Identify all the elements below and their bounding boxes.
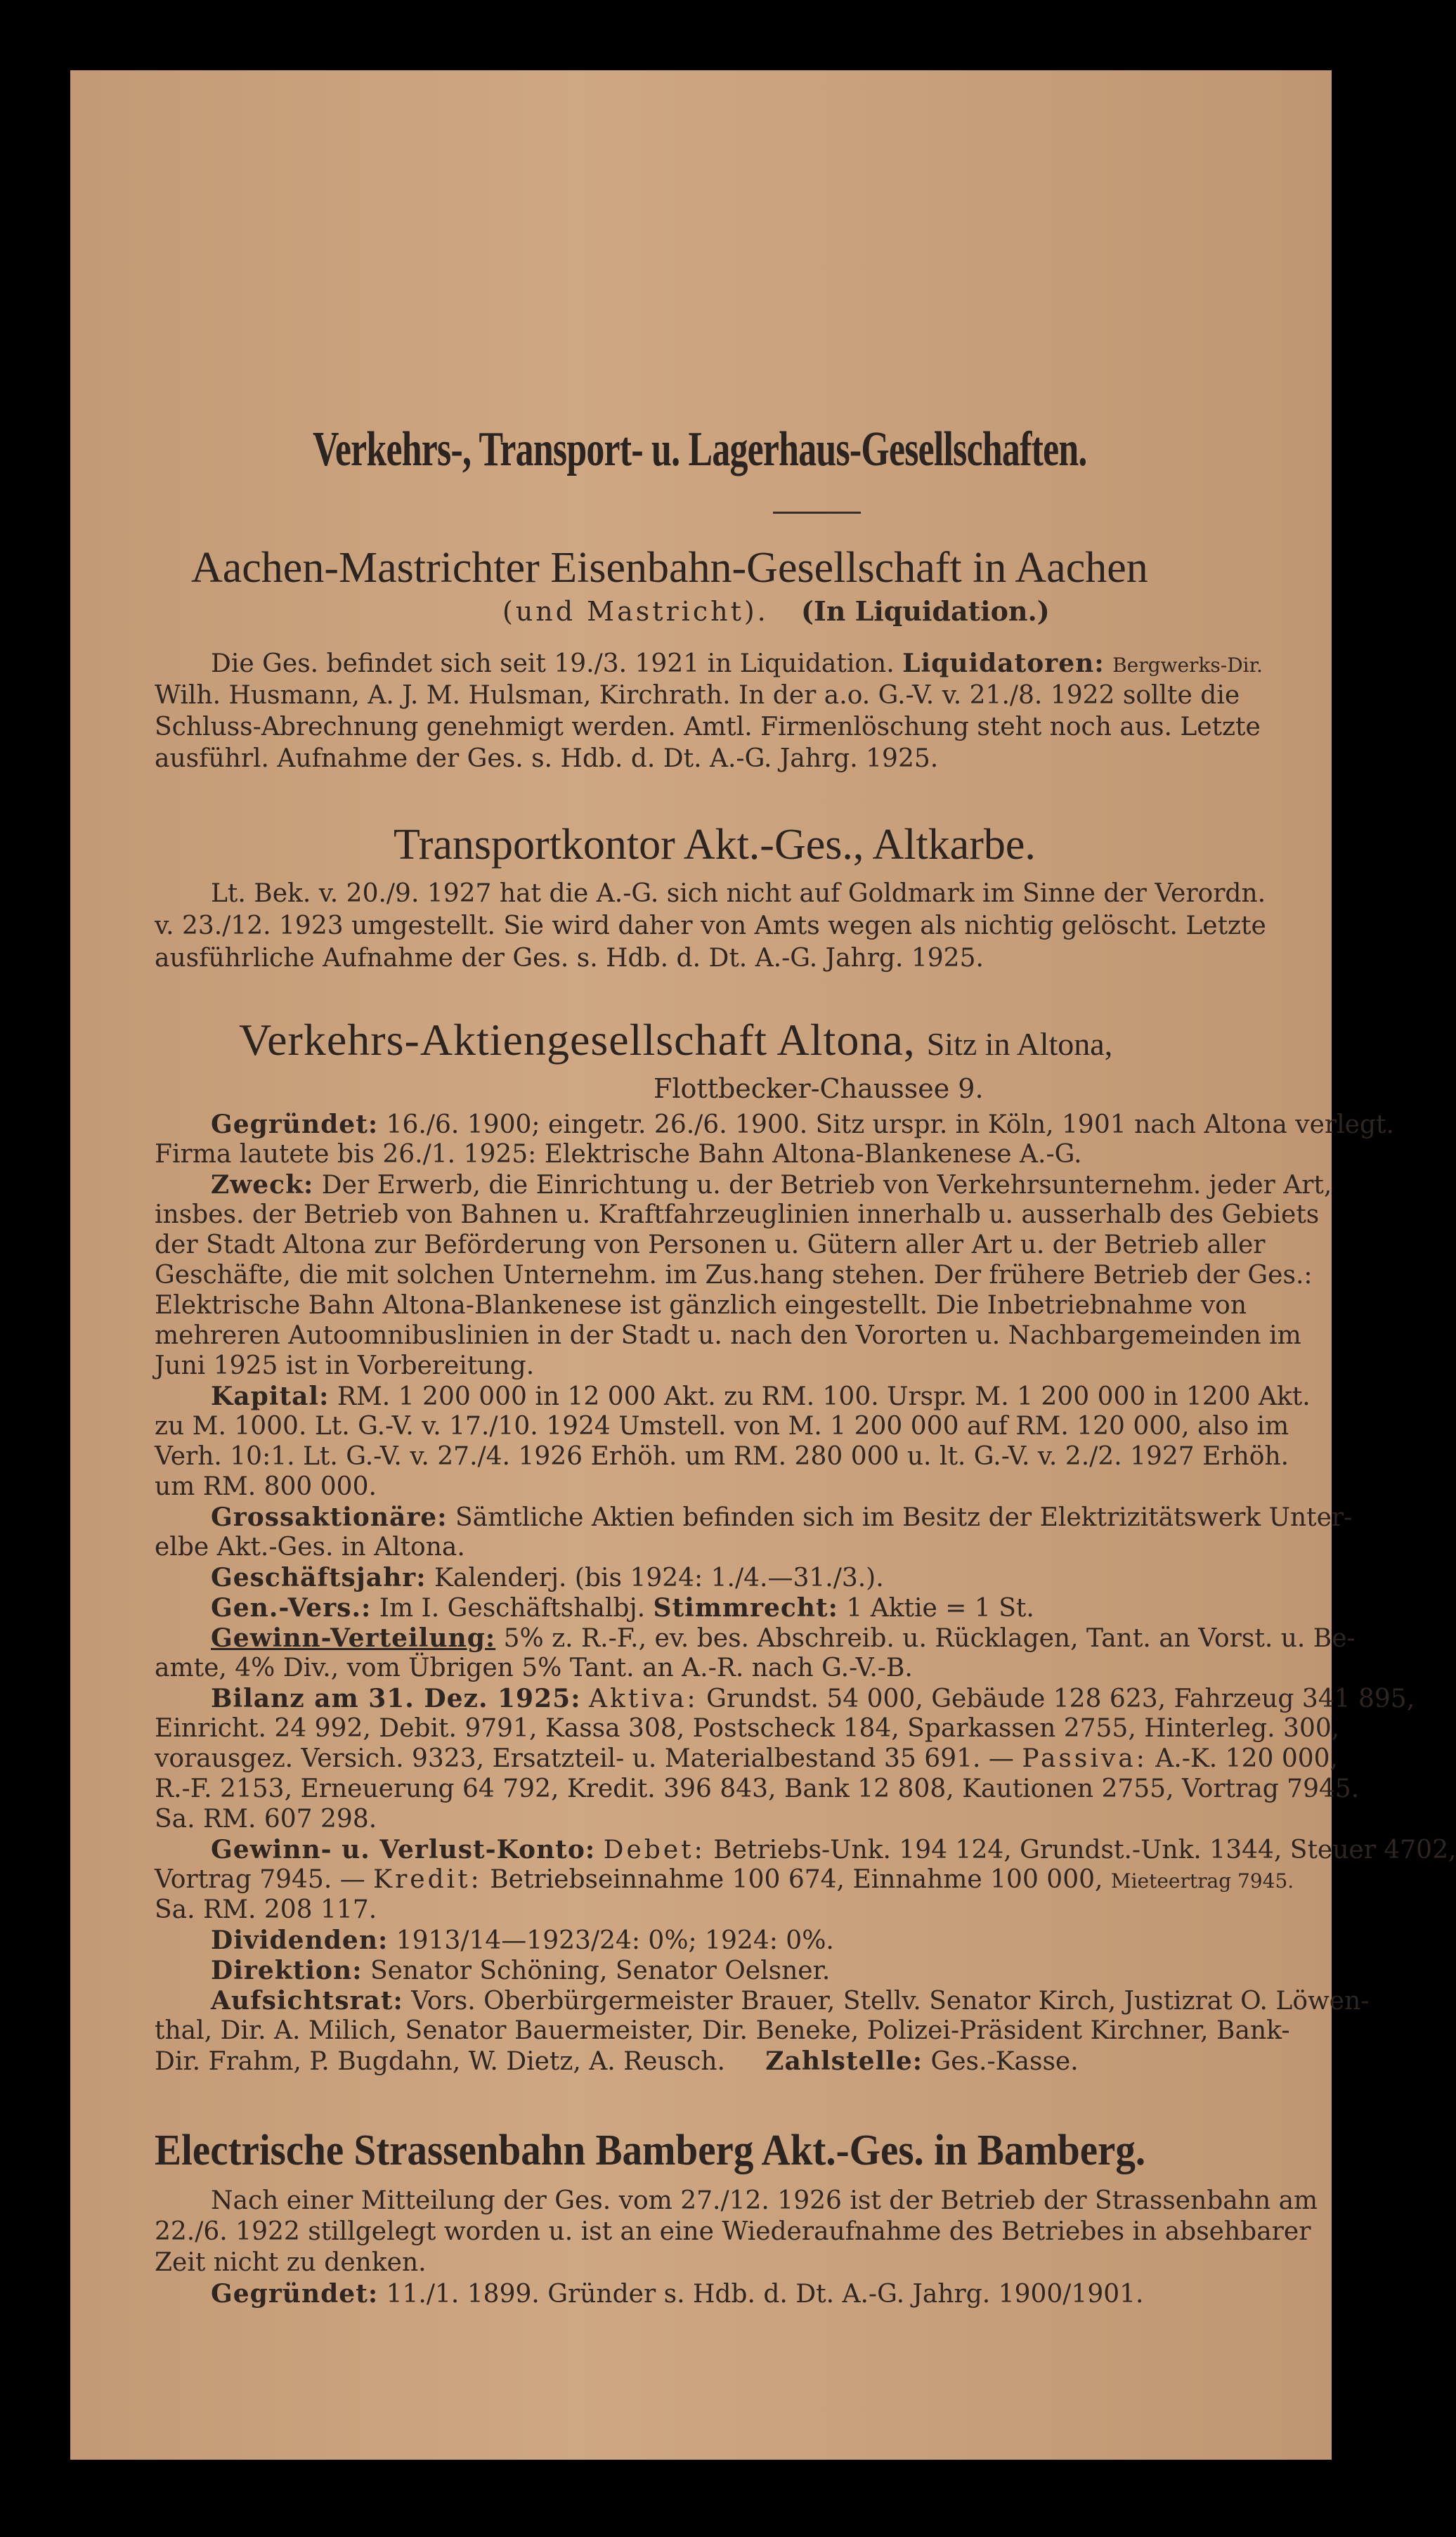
- company-seat: Sitz in Altona,: [926, 1026, 1113, 1062]
- text-line: ausführliche Aufnahme der Ges. s. Hdb. d. Dt. A.-G. Jahrg. 1925.: [155, 944, 984, 973]
- liquidation-text: (In Liquidation.): [801, 595, 1050, 627]
- label: Gewinn- u. Verlust-Konto:: [211, 1835, 596, 1864]
- label: Geschäftsjahr:: [211, 1563, 427, 1592]
- text-line: [155, 1744, 1338, 1774]
- label: Dividenden:: [211, 1926, 389, 1955]
- text-line: zu M. 1000. Lt. G.-V. v. 17./10. 1924 Umstell. von M. 1 200 000 auf RM. 120 000, also im: [155, 1412, 1289, 1441]
- company-name: Verkehrs-Aktiengesellschaft Altona,: [239, 1015, 916, 1065]
- label: Grossaktionäre:: [211, 1503, 448, 1532]
- text-span: 1913/14—1923/24: 0%; 1924: 0%.: [396, 1926, 834, 1955]
- text-span: Grundst. 54 000, Gebäude 128 623, Fahrzeug 341 895,: [706, 1685, 1415, 1713]
- text-line: Schluss-Abrechnung genehmigt werden. Amtl. Firmenlöschung steht noch aus. Letzte: [155, 713, 1261, 741]
- text-line: Verh. 10:1. Lt. G.-V. v. 27./4. 1926 Erhöh. um RM. 280 000 u. lt. G.-V. v. 2./2. 1927 Erhöh.: [155, 1442, 1289, 1471]
- text-line: Firma lautete bis 26./1. 1925: Elektrische Bahn Altona-Blankenese A.-G.: [155, 1140, 1082, 1169]
- liquidation-note: [801, 595, 1050, 628]
- text-span: Betriebseinnahme 100 674, Einnahme 100 000,: [490, 1865, 1103, 1894]
- text-line: mehreren Autoomnibuslinien in der Stadt u. nach den Vororten u. Nachbargemeinden im: [155, 1321, 1301, 1350]
- text-line: amte, 4% Div., vom Übrigen 5% Tant. an A.-R. nach G.-V.-B.: [155, 1654, 913, 1682]
- text-span: 16./6. 1900; eingetr. 26./6. 1900. Sitz urspr. in Köln, 1901 nach Altona verlegt.: [386, 1110, 1394, 1139]
- text-span: RM. 1 200 000 in 12 000 Akt. zu RM. 100. Urspr. M. 1 200 000 in 1200 Akt.: [337, 1382, 1311, 1411]
- text-line: um RM. 800 000.: [155, 1472, 377, 1501]
- label: Aktiva:: [588, 1685, 698, 1713]
- capital-line: [211, 1381, 1332, 1413]
- text-span: Betriebs-Unk. 194 124, Grundst.-Unk. 1344, Steuer 4702,: [713, 1836, 1456, 1864]
- text-span: Ges.-Kasse.: [930, 2047, 1079, 2076]
- text-line: ausführl. Aufnahme der Ges. s. Hdb. d. Dt. A.-G. Jahrg. 1925.: [155, 744, 939, 773]
- text-line: v. 23./12. 1923 umgestellt. Sie wird daher von Amts wegen als nichtig gelöscht. Letzte: [155, 911, 1266, 940]
- company-address: Flottbecker-Chaussee 9.: [654, 1073, 984, 1104]
- text-line: Elektrische Bahn Altona-Blankenese ist gänzlich eingestellt. Die Inbetriebnahme von: [155, 1291, 1247, 1320]
- label: Gewinn-Verteilung:: [211, 1623, 496, 1653]
- text-line: [155, 1864, 1332, 1897]
- balance-line: [211, 1683, 1415, 1715]
- text-span: Dir. Frahm, P. Bugdahn, W. Dietz, A. Reusch.: [155, 2047, 725, 2076]
- purpose-line: [211, 1169, 1332, 1201]
- text-span: A.-K. 120 000,: [1155, 1744, 1338, 1773]
- fiscal-year-line: [211, 1562, 1332, 1594]
- text-line: Einricht. 24 992, Debit. 9791, Kassa 308, Postscheck 184, Sparkassen 2755, Hinterleg. 300,: [155, 1714, 1340, 1743]
- label: Gegründet:: [211, 2279, 379, 2309]
- shareholders-line: [211, 1502, 1353, 1533]
- text-line: Geschäfte, die mit solchen Unternehm. im Zus.hang stehen. Der frühere Betrieb der Ges.:: [155, 1261, 1313, 1290]
- text-span: 5% z. R.-F., ev. bes. Abschreib. u. Rücklagen, Tant. an Vorst. u. Be-: [503, 1624, 1356, 1653]
- text-line: Nach einer Mitteilung der Ges. vom 27./12. 1926 ist der Betrieb der Strassenbahn am: [211, 2186, 1318, 2215]
- label: Aufsichtsrat:: [211, 1986, 403, 2016]
- text-span: 1 Aktie = 1 St.: [846, 1594, 1034, 1623]
- text-line: Zeit nicht zu denken.: [155, 2248, 427, 2277]
- text-line: Sa. RM. 607 298.: [155, 1805, 377, 1834]
- section-title-altona: [239, 1012, 1112, 1072]
- label: Direktion:: [211, 1956, 363, 1985]
- section-subtitle: (und Mastricht).: [502, 596, 769, 627]
- text-span: Der Erwerb, die Einrichtung u. der Betrieb von Verkehrsunternehm. jeder Art,: [321, 1171, 1332, 1200]
- text-span: Die Ges. befindet sich seit 19./3. 1921 in Liquidation.: [211, 649, 895, 678]
- section-title-aachen: Aachen-Mastrichter Eisenbahn-Gesellschaft in Aachen: [191, 544, 1148, 592]
- text-line: 22./6. 1922 stillgelegt worden u. ist an eine Wiederaufnahme des Betriebes in absehbarer: [155, 2217, 1311, 2246]
- text-line: insbes. der Betrieb von Bahnen u. Kraftfahrzeuglinien innerhalb u. ausserhalb des Gebiets: [155, 1200, 1320, 1229]
- label: Stimmrecht:: [653, 1593, 838, 1623]
- text-span: 11./1. 1899. Gründer s. Hdb. d. Dt. A.-G. Jahrg. 1900/1901.: [386, 2280, 1144, 2309]
- label: Passiva:: [1022, 1744, 1148, 1773]
- text-span: Mieteertrag 7945.: [1110, 1869, 1294, 1893]
- supervisory-board-line: [211, 1985, 1370, 2017]
- general-meeting-line: [211, 1592, 1332, 1624]
- label: Liquidatoren:: [902, 649, 1105, 678]
- text-span: Im I. Geschäftshalbj.: [379, 1594, 646, 1623]
- text-span: Vortrag 7945. —: [155, 1865, 365, 1894]
- text-line: der Stadt Altona zur Beförderung von Personen u. Gütern aller Art u. der Betrieb aller: [155, 1231, 1266, 1259]
- text-span: Vors. Oberbürgermeister Brauer, Stellv. Senator Kirch, Justizrat O. Löwen-: [411, 1987, 1370, 2016]
- text-line: R.-F. 2153, Erneuerung 64 792, Kredit. 396 843, Bank 12 808, Kautionen 2755, Vortrag 7945.: [155, 1774, 1360, 1803]
- label: Gegründet:: [211, 1110, 379, 1139]
- directors-line: [211, 1955, 1332, 1987]
- text-line: Wilh. Husmann, A. J. M. Hulsman, Kirchrath. In der a.o. G.-V. v. 21./8. 1922 sollte die: [155, 681, 1240, 710]
- text-line: Juni 1925 ist in Vorbereitung.: [155, 1351, 535, 1380]
- text-span: Sämtliche Aktien befinden sich im Besitz der Elektrizitätswerk Unter-: [455, 1503, 1353, 1532]
- founded-line: [211, 2278, 1332, 2310]
- section-title-transportkontor: Transportkontor Akt.-Ges., Altkarbe.: [394, 821, 1036, 869]
- dividends-line: [211, 1925, 1332, 1957]
- label: Debet:: [603, 1836, 706, 1864]
- text-span: Kalenderj. (bis 1924: 1./4.—31./3.).: [434, 1564, 884, 1592]
- text-line: [155, 2046, 1332, 2077]
- book-page: [70, 70, 1456, 2460]
- label: Kredit:: [373, 1865, 482, 1894]
- profit-distribution-line: [211, 1623, 1356, 1654]
- text-span: vorausgez. Versich. 9323, Ersatzteil- u. Materialbestand 35 691. —: [155, 1744, 1014, 1773]
- label: Kapital:: [211, 1382, 330, 1411]
- label: Zweck:: [211, 1170, 314, 1200]
- text-line: Sa. RM. 208 117.: [155, 1895, 377, 1924]
- label: Zahlstelle:: [765, 2046, 923, 2076]
- section-title-bamberg: Electrische Strassenbahn Bamberg Akt.-Ges. in Bamberg.: [155, 2127, 1146, 2174]
- text-span: Bergwerks-Dir.: [1112, 654, 1263, 677]
- text-line: [211, 648, 1332, 681]
- text-line: elbe Akt.-Ges. in Altona.: [155, 1533, 465, 1562]
- label: Bilanz am 31. Dez. 1925:: [211, 1684, 581, 1713]
- founded-line: [211, 1109, 1394, 1141]
- label: Gen.-Vers.:: [211, 1593, 372, 1623]
- text-span: Senator Schöning, Senator Oelsner.: [370, 1957, 831, 1985]
- main-title: Verkehrs-, Transport- u. Lagerhaus-Gesellschaften.: [313, 422, 1087, 476]
- text-line: thal, Dir. A. Milich, Senator Bauermeister, Dir. Beneke, Polizei-Präsident Kirchner, Bank-: [155, 2016, 1290, 2045]
- pnl-line: [211, 1834, 1456, 1866]
- title-divider: [773, 512, 861, 514]
- text-line: Lt. Bek. v. 20./9. 1927 hat die A.-G. sich nicht auf Goldmark im Sinne der Verordn.: [211, 879, 1266, 908]
